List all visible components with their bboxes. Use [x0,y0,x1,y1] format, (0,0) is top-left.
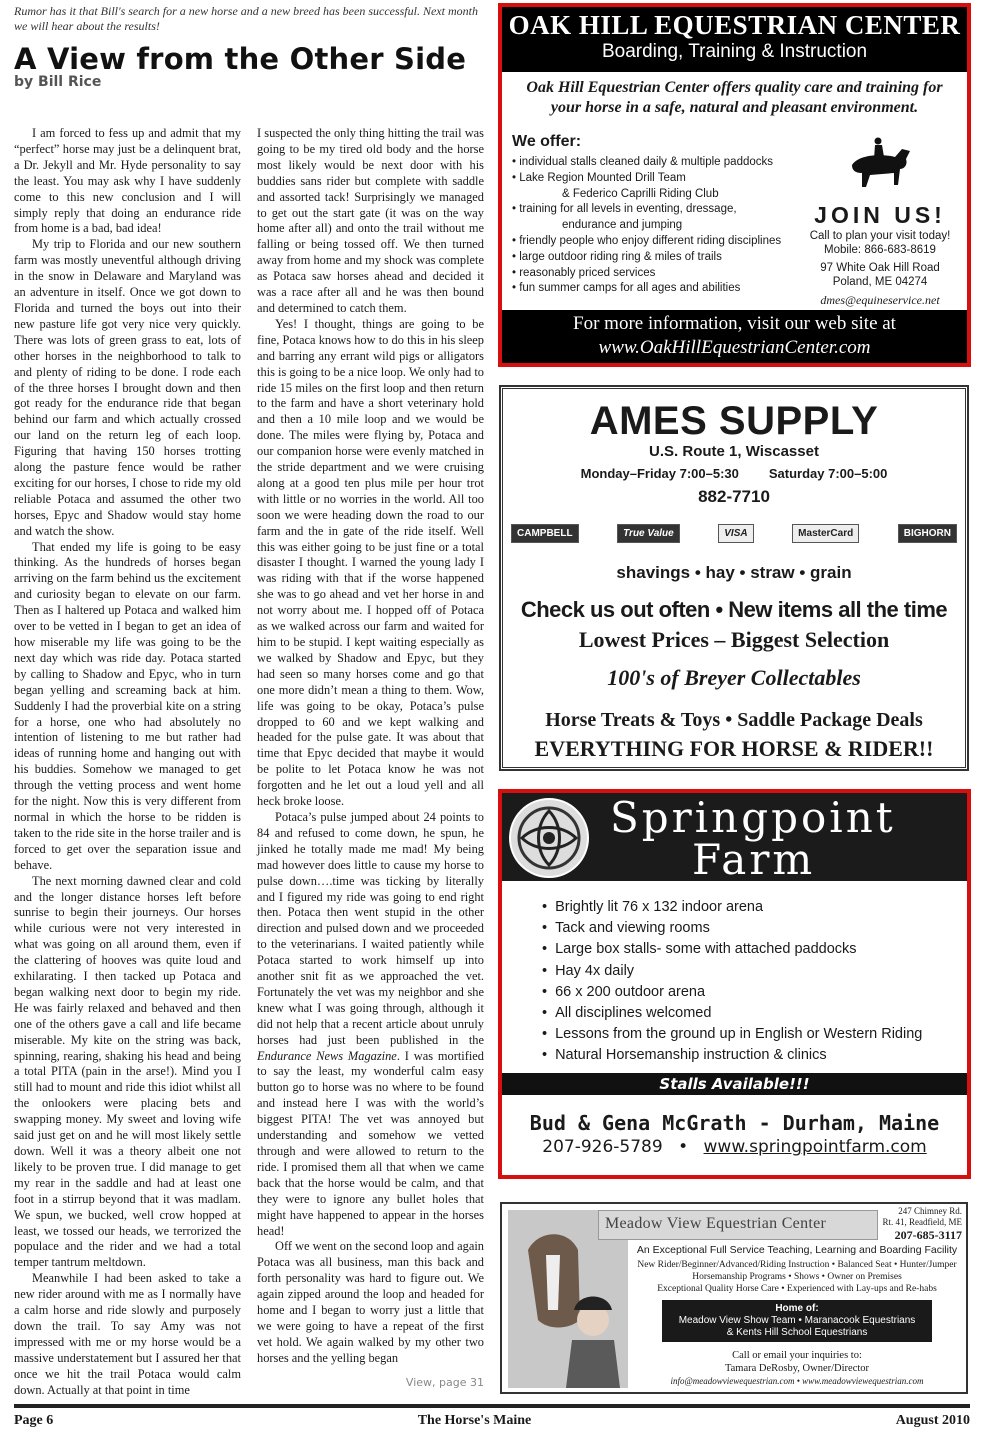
address-line-1: 247 Chimney Rd. [898,1206,962,1216]
oak-hill-ad [498,3,971,367]
ad-title: OAK HILL EQUESTRIAN CENTER [508,10,961,40]
services-line: Horsemanship Programs • Shows • Owner on Premises [692,1272,902,1282]
footer-line: For more information, visit our web site at [573,313,896,334]
treats-line: Horse Treats & Toys • Saddle Package Deals [545,709,923,731]
mobile-number: Mobile: 866-683-8619 [824,244,936,256]
contact-line [502,1137,967,1157]
farm-header [502,793,967,884]
offer-item: & Federico Caprilli Riding Club [562,187,719,200]
horse-rider-icon [840,135,920,195]
article-column-1 [14,126,241,1399]
paragraph: That ended my life is going to be easy thinking. As the hundreds of horses began arriving on the farm behind us the excitement and curiosity began to elevate on our farm. Then as I haltered up Potaca and walked him over to be vetted in I began to get an idea of how miserable my life was going to be the next day which was ride day. Potaca started by calling to Shadow and Epyc, who in turn began yelling and screaming back at him. Suddenly I had the proverbial kite on a string for a horse, one who had absolutely no intention of listening to me but rather had ideas of running home and hanging out with his buddies. Somehow we managed to get through the vetting process and went home for the night. Now this is very different from normal in which the horse to be ridden is taken to the ride site in the horse trailer and is forced to get over the separation issue and behave. [14,539,241,872]
offer-item: • Lake Region Mounted Drill Team [512,171,686,184]
page-footer [14,1404,970,1430]
offer-item: • training for all levels in eventing, dressage, [512,203,737,216]
paragraph: Meanwhile I had been asked to take a new rider around with me as I normally have a calm horse and ride slowly and purposely down the trail. To say Amy was not impressed with me or my horse would be a massive understatement but I assured her that once we hit the trail Potaca would calm down. Actually at that point in time [14,1271,241,1397]
prices-line: Lowest Prices – Biggest Selection [578,627,890,652]
feature-item: • Brightly lit 76 x 132 indoor arena [542,897,967,918]
store-hours [503,466,965,481]
feature-item: • Lessons from the ground up in English or Western Riding [542,1024,967,1045]
owners-line: Bud & Gena McGrath - Durham, Maine [529,1111,940,1135]
paragraph [257,810,484,1239]
offer-item: • friendly people who enjoy different riding disciplines [512,234,782,247]
offer-item: • large outdoor riding ring & miles of trails [512,250,722,263]
services-line: New Rider/Beginner/Advanced/Riding Instruction • Balanced Seat • Hunter/Jumper [637,1260,957,1270]
offer-title: We offer: [512,133,582,150]
join-block [805,135,955,308]
ad-subtitle: Boarding, Training & Instruction [601,41,868,62]
article-column-2 [257,126,484,1399]
website-link[interactable]: www.OakHillEquestrianCenter.com [598,337,871,358]
offer-item: • fun summer camps for all ages and abilities [512,282,741,295]
separator: • [678,1137,689,1157]
paragraph-text: . I was mortified to say the least, my wonderful calm easy button go to horse was no where to be found and instead here I was with the world’s biggest PITA! The vet was annoyed but understanding and somehow we vetted through and were allowed to return to the ride. I promised them all that when we came back that the horse would be calm, and that they were to ignore any bullet holes that might have happened to appear in the horses head! [257,1048,484,1238]
offer-item: • reasonably priced services [512,266,656,279]
article-headline: A View from the Other Side [14,42,467,76]
article [14,4,484,1397]
tagline: An Exceptional Full Service Teaching, Learning and Boarding Facility [636,1244,958,1256]
home-of-box [662,1300,932,1342]
page-number: Page 6 [14,1413,54,1428]
true-value-logo: True Value [617,524,680,543]
saturday-hours: Saturday 7:00–5:00 [768,466,888,481]
celtic-knot-icon [508,797,590,879]
ad-footer [502,310,967,363]
street-address: 97 White Oak Hill Road [820,262,940,274]
phone-number: 882-7710 [698,487,770,506]
email-address[interactable]: dmes@equineservice.net [820,293,940,307]
paragraph: Yes! I thought, things are going to be fine, Potaca knows how to do this in his sleep and barring any errant wild pigs or alligators this is going to be a nice loop. We only had to ride 15 miles on the first loop and then return to the farm and have a short veterinary hold and then a 10 mile loop and we would be done. The miles were flying by, Potaca and our companion horse were evenly matched in the stride department and we were cruising along at a good ten plus mile per hour trot with little or no worries in the world. All too soon we were heading down the road to our farm and the in gate of the ride itself. Well this was either going to be just fine or a total disaster I thought. I warned the young lady I was riding with that if the worse happened she was to go ahead and vet her horse in and not worry about me. I hopped off of Potaca as we walked across our farm and waited for him to be stupid. I kept waiting especially as we walked by Shadow and Epyc, but they had seen so many horses come and go that one more didn’t mean a thing to them. Wow, life was going to be okay, Potaca’s pulse dropped to 60 and we kept walking and headed for the pulse gate. It was about that time that Epyc decided that maybe it would be polite to let Potaca know he was not forgotten and he let out a loud yell and all heck broke loose. [257,316,484,809]
paragraph: My trip to Florida and our new southern farm was mostly uneventful although driving in the snow in Delaware and Maryland was an adventure in itself. Once we got down to Florida and turned the boys out into their new pasture life got very nice very quickly. There was lots of green grass to eat, lots of other horses in the neighborhood to talk to and plenty of riding to be done. I rode each of the three horses I brought down and then got ready for the endurance ride that began behind our farm and which actually crossed our land on the return leg of each loop. Figuring that having 150 horses trotting along the pasture fence would be rather exciting for our horses, I chose to ride my old reliable Potaca and assumed the other two horses, Epyc and Shadow would stay home and watch the show. [14,237,241,538]
paragraph: I suspected the only thing hitting the trail was going to be my tired old body and the horse most likely would be next door with his buddies sans rider but complete with saddle and assorted tack! Surprisingly we managed to get out the start gate (it was on the way home after all) and onto the trail without me falling or being tossed off. We then turned away from home and my shock was complete as Potaca saw horses ahead and decided it was a race after all and he was then bound and determined to catch them. [257,126,484,315]
magazine-name: Endurance News Magazine [257,1048,397,1063]
farm-name-line-2: Farm [692,835,816,884]
services-line: Exceptional Quality Horse Care • Experienced with Lay-ups and Re-habs [657,1284,937,1294]
everything-line: EVERYTHING FOR HORSE & RIDER!! [534,736,934,761]
stalls-banner: Stalls Available!!! [502,1073,967,1095]
meadow-view-ad [500,1202,968,1394]
feature-item: • Tack and viewing rooms [542,918,967,939]
owner-name: Tamara DeRosby, Owner/Director [724,1363,870,1374]
issue-date: August 2010 [895,1413,970,1428]
farm-name-line-1: Springpoint [610,793,896,842]
feature-item: • Hay 4x daily [542,961,967,982]
website-link[interactable]: www.springpointfarm.com [703,1137,927,1157]
paragraph: I am forced to fess up and admit that my “perfect” horse may just be a delinquent brat, a Dr. Jekyll and Mr. Hyde personality to say the least. You may ask why I have suddenly come to this new conclusion and I will simply reply that doing an endurance ride from home is a bad, bad idea! [14,126,241,236]
check-line: Check us out often • New items all the time [520,597,948,622]
feature-list [542,897,967,1067]
offer-list [512,133,781,297]
mastercard-logo: MasterCard [792,524,859,543]
call-text: Call or email your inquiries to: [732,1350,862,1361]
feature-item: • Natural Horsemanship instruction & clinics [542,1045,967,1066]
meadow-view-logo: Meadow View Equestrian Center [598,1210,878,1240]
springpoint-farm-ad [498,789,971,1179]
offer-item: • individual stalls cleaned daily & multiple paddocks [512,156,774,168]
breyer-line: 100's of Breyer Collectables [607,665,861,690]
weekday-hours: Monday–Friday 7:00–5:30 [580,466,739,481]
join-title: JOIN US! [814,202,946,228]
address-block [883,1206,963,1243]
publication-name: The Horse's Maine [417,1413,532,1428]
phone-number: 207-685-3117 [894,1228,962,1242]
continued-note: View, page 31 [405,1375,484,1389]
ames-supply-ad [500,386,968,770]
paragraph: The next morning dawned clear and cold and the longer distance horses left before sunrise to begin their journeys. Our horses while curious were not very interested in what was going on all around them, even if the clattering of hooves was quite loud and exhilarating. I then tacked up Potaca and began walking next door to begin my ride. He was fairly relaxed and behaved and then one of the others gave a call and life became miserable. My kite on the string was back, spinning, rearing, shaking his head and being a total PITA (pain in the arse!). Mind you I still had to mount and ride this idiot whilst all the onlookers were placing bets and swapping money. My sweet and loving wife said just get on and he will most likely settle down. Well it was a theory albeit one not likely to be proven true. I did manage to get my rear in the saddle and had at least one foot in a stirrup beyond that it was madlam. We spun, we bucked, well crow hopped at least, we tossed our heads, we terrorized the populace and the rider and we had a total temper tantrum meltdown. [14,873,241,1270]
brand-logos [503,513,965,553]
offer-item: endurance and jumping [562,219,683,232]
rumor-note: Rumor has it that Bill's search for a new horse and a new breed has been successful. Next month we will hear about the results! [14,4,478,33]
email-and-website[interactable]: info@meadowviewequestrian.com • www.meadowviewequestrian.com [670,1376,924,1386]
call-text: Call to plan your visit today! [809,230,951,242]
paragraph-text: Potaca’s pulse jumped about 24 points to 84 and refused to come down, he spun, he jinked he totally made me mad! My being mad however does little to cause my horse to pulse down….time was ticking by literally and I figured my ride was going to end right then. Potaca then went stupid in the other direction and pulsed down and we proceeded to the veterinarians. I waited patiently while Potaca started to work himself up into another snit fit as we approached the vet. Fortunately the vet was my neighbor and she knew what I was going through, although it did not help that a recent article about unruly horses had just been published in the [257,809,484,1047]
ad-title: AMES SUPPLY [589,399,879,443]
paragraph: Off we went on the second loop and again Potaca was all business, man this back and forth personality was hard to figure out. We again zipped around the loop and headed for home and I began to worry just a little that we were going to have a repeat of the first vet hold. We again walked by my other two horses and the yelling began [257,1239,484,1365]
home-of-line: Meadow View Show Team • Maranacook Equestrians [678,1315,916,1326]
article-byline: by Bill Rice [14,74,102,90]
home-of-title: Home of: [775,1303,819,1314]
home-of-line: & Kents Hill School Equestrians [726,1327,868,1338]
products-line: shavings • hay • straw • grain [616,563,852,582]
city-address: Poland, ME 04274 [832,276,928,288]
feature-item: • All disciplines welcomed [542,1003,967,1024]
bighorn-logo: BIGHORN [898,524,957,543]
article-columns [14,126,484,1399]
campbell-logo: CAMPBELL [511,524,579,543]
feature-item: • 66 x 200 outdoor arena [542,982,967,1003]
phone-number: 207-926-5789 [542,1137,663,1157]
ad-intro: Oak Hill Equestrian Center offers quality care and training for your horse in a safe, natural and pleasant environment. [526,79,943,116]
ad-header [502,7,967,72]
ad-location: U.S. Route 1, Wiscasset [649,443,819,460]
feature-item: • Large box stalls- some with attached paddocks [542,939,967,960]
visa-logo: VISA [718,524,753,543]
info-block [632,1244,962,1386]
address-line-2: Rt. 41, Readfield, ME [882,1217,962,1227]
